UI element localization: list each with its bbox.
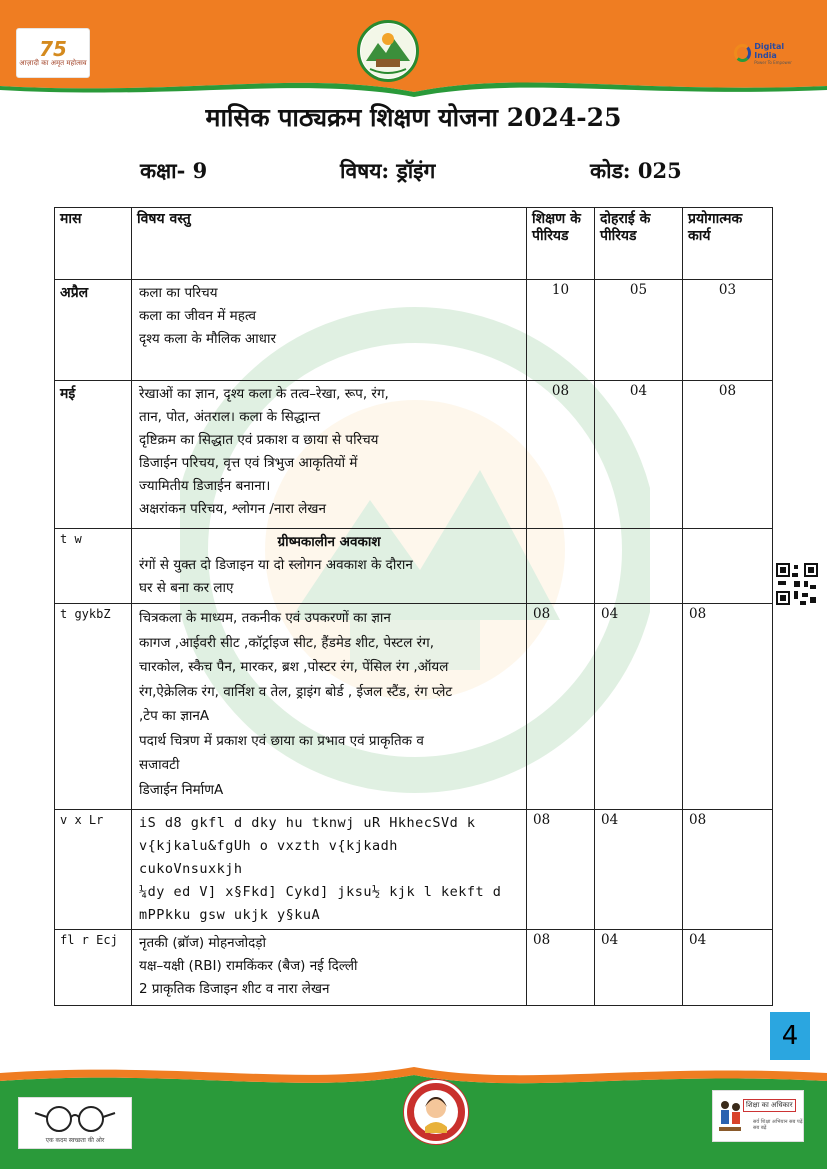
header-teaching-periods: शिक्षण के पीरियड <box>527 208 595 280</box>
topic-line: ,टेप का ज्ञानA <box>139 708 210 724</box>
table-row-august <box>55 810 773 930</box>
students-icon <box>716 1097 744 1137</box>
topic-line: कला का जीवन में महत्व <box>139 308 256 324</box>
topic-line: यक्ष–यक्षी (RBI) रामकिंकर (बैज) नई दिल्ली <box>139 958 358 974</box>
topic-cell <box>132 930 527 1006</box>
school-education-board-emblem <box>357 20 419 82</box>
shiksha-ka-adhikar-tagline: सर्व शिक्षा अभियान सब पढ़ें सब बढ़ें <box>753 1119 803 1131</box>
topic-line: डिजाईन परिचय, वृत्त एवं त्रिभुज आकृतियों में <box>139 455 358 471</box>
digital-india-tagline: Power To Empower <box>754 59 792 65</box>
topic-line: mPPkku gsw ukjk y§kuA <box>139 907 321 923</box>
revision-periods-cell: 05 <box>595 280 683 381</box>
page-number-badge: 4 <box>770 1012 810 1060</box>
teaching-periods-cell: 08 <box>527 604 595 810</box>
beti-bachao-beti-padhao-logo <box>404 1080 468 1144</box>
syllabus-plan-table <box>54 207 773 1006</box>
month-cell: t gykbZ <box>55 604 132 810</box>
topic-line: घर से बना कर लाए <box>139 580 234 596</box>
practical-cell: 08 <box>683 381 773 529</box>
teaching-periods-cell: 10 <box>527 280 595 381</box>
topic-line: ज्यामितीय डिजाईन बनाना। <box>139 478 271 494</box>
topic-line: iSd8 gkfl d dky hu tknwj uR HkhecSVd k <box>139 815 476 831</box>
topic-line: दृष्टिक्रम का सिद्धात एवं प्रकाश व छाया से परिचय <box>139 432 379 448</box>
topic-cell <box>132 280 527 381</box>
topic-line: नृतकी (ब्रॉज) मोहनजोदड़ो <box>139 935 267 951</box>
practical-cell: 08 <box>683 604 773 810</box>
spectacles-icon <box>33 1103 117 1133</box>
azadi-ka-amrit-mahotsav-logo <box>16 28 90 78</box>
azadi-logo-number: 75 <box>39 36 67 61</box>
topic-line: कागज ,आईवरी सीट ,कॉर्ट्राइज सीट, हैंडमेड शीट, पेस्टल रंग, <box>139 634 435 651</box>
swachh-bharat-logo <box>18 1097 132 1149</box>
topic-line: रेखाओं का ज्ञान, दृश्य कला के तत्व–रेखा, रूप, रंग, <box>139 386 389 402</box>
topic-line: तान, पोत, अंतराल। कला के सिद्धान्त <box>139 409 321 425</box>
teaching-periods-cell <box>527 529 595 604</box>
practical-cell <box>683 529 773 604</box>
topic-line: रंग,ऐक्रेलिक रंग, वार्निश व तेल, ड्राइंग बोर्ड , ईजल स्टैंड, रंग प्लेट <box>139 683 453 700</box>
topic-line: 2 प्राकृतिक डिजाइन शीट व नारा लेखन <box>139 981 330 997</box>
topic-line: अक्षरांकन परिचय, श्लोगन /नारा लेखन <box>139 501 326 517</box>
digital-india-name: Digital India <box>754 41 785 60</box>
code-label: कोड: 025 <box>590 158 682 183</box>
table-row-april <box>55 280 773 381</box>
topic-line: चित्रकला के माध्यम, तकनीक एवं उपकरणों का ज्ञान <box>139 610 391 626</box>
table-header-row <box>55 208 773 280</box>
document-title: मासिक पाठ्यक्रम शिक्षण योजना 2024-25 <box>205 103 622 132</box>
shiksha-ka-adhikar-logo <box>712 1090 804 1142</box>
topic-line: दृश्य कला के मौलिक आधार <box>139 331 276 347</box>
topic-cell <box>132 604 527 810</box>
topic-line: पदार्थ चित्रण में प्रकाश एवं छाया का प्रभाव एवं प्राकृतिक व <box>139 732 424 749</box>
teaching-periods-cell: 08 <box>527 381 595 529</box>
digital-india-ring-icon <box>734 44 751 62</box>
qr-code-icon[interactable] <box>776 563 818 605</box>
azadi-logo-caption: आज़ादी का अमृत महोत्सव <box>19 58 87 67</box>
revision-periods-cell: 04 <box>595 381 683 529</box>
table-row-june <box>55 529 773 604</box>
month-cell: fl r Ecj <box>55 930 132 1006</box>
header-topic: विषय वस्तु <box>132 208 527 280</box>
practical-cell: 03 <box>683 280 773 381</box>
girl-child-icon <box>407 1083 465 1141</box>
table-row-may <box>55 381 773 529</box>
summer-vacation-heading: ग्रीष्मकालीन अवकाश <box>277 534 381 550</box>
month-cell: मई <box>55 381 132 529</box>
table-row-july <box>55 604 773 810</box>
topic-cell <box>132 381 527 529</box>
month-cell: t w <box>55 529 132 604</box>
month-cell: v x Lr <box>55 810 132 930</box>
board-emblem-icon <box>360 23 416 79</box>
topic-line: cukoVnsuxkjh <box>139 861 243 877</box>
shiksha-ka-adhikar-title: शिक्षा का अधिकार <box>743 1099 796 1112</box>
topic-line: डिजाईन निर्माणA <box>139 781 224 798</box>
header-practical: प्रयोगात्मक कार्य <box>683 208 773 280</box>
practical-cell: 04 <box>683 930 773 1006</box>
topic-line: चारकोल, स्कैच पैन, मारकर, ब्रश ,पोस्टर रंग, पेंसिल रंग ,ऑयल <box>139 659 449 675</box>
swachh-bharat-caption: एक कदम स्वच्छता की ओर <box>45 1136 105 1144</box>
revision-periods-cell: 04 <box>595 810 683 930</box>
class-label: कक्षा- 9 <box>140 158 208 183</box>
topic-line: रंगों से युक्त दो डिजाइन या दो स्लोगन अवकाश के दौरान <box>139 557 413 573</box>
topic-line: ¼dy ed V] x§Fkd] Cykd] jksu½ kjk l kekft d <box>139 884 502 900</box>
digital-india-logo <box>734 36 806 70</box>
topic-line: v{kjkalu&fgUh o vxzth v{kjkadh <box>139 838 398 854</box>
topic-cell <box>132 810 527 930</box>
topic-line: सजावटी <box>139 757 180 773</box>
header-revision-periods: दोहराई के पीरियड <box>595 208 683 280</box>
month-cell: अप्रैल <box>55 280 132 381</box>
practical-cell: 08 <box>683 810 773 930</box>
teaching-periods-cell: 08 <box>527 810 595 930</box>
header-month: मास <box>55 208 132 280</box>
teaching-periods-cell: 08 <box>527 930 595 1006</box>
subject-label: विषय: ड्रॉइंग <box>340 158 436 183</box>
revision-periods-cell: 04 <box>595 930 683 1006</box>
revision-periods-cell: 04 <box>595 604 683 810</box>
revision-periods-cell <box>595 529 683 604</box>
topic-cell <box>132 529 527 604</box>
table-row-september <box>55 930 773 1006</box>
topic-line: कला का परिचय <box>139 285 218 301</box>
